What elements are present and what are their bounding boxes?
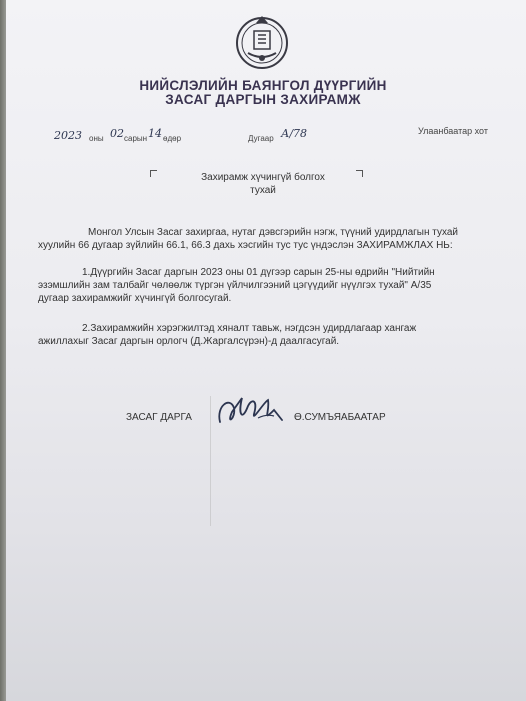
para2-line: дугаар захирамжийг хүчингүй болгосугай. (38, 293, 232, 304)
para2-line: 1.Дүүргийн Засаг даргын 2023 оны 01 дүгээр сарын 25-ны өдрийн "Нийтийн (82, 267, 435, 278)
decree-number: А/78 (281, 127, 308, 140)
signatory-title: ЗАСАГ ДАРГА (126, 412, 192, 423)
para2-line: эзэмшлийн зам талбайг чөлөөлж түргэн үйлчилгээний цэгүүдийг нүүлгэх тухай" А/35 (38, 280, 432, 291)
para3-line: ажиллахыг Засаг даргын орлогч (Д.Жаргалсүрэн)-д даалгасугай. (38, 336, 340, 347)
decree-number-label: Дугаар (248, 134, 274, 143)
para1-line: хуулийн 66 дугаар зүйлийн 66.1, 66.3 дахь хэсгийн тус тус үндэслэн ЗАХИРАМЖЛАХ НЬ: (38, 240, 453, 251)
body-paragraph-basis (38, 226, 462, 252)
decree-title-line2: тухай (250, 185, 276, 196)
para3-line: 2.Захирамжийн хэрэгжилтэд хяналт тавьж, нэгдсэн удирдлагаар хангаж (82, 323, 417, 334)
org-title-line2: ЗАСАГ ДАРГЫН ЗАХИРАМЖ (165, 92, 361, 107)
para1-line: Монгол Улсын Засаг захиргаа, нутаг дэвсгэрийн нэгж, түүний удирдлагын тухай (88, 227, 459, 238)
date-year: 2023 (54, 129, 82, 142)
state-emblem-icon (234, 13, 290, 71)
decree-title-line1: Захирамж хүчингүй болгох (201, 172, 325, 183)
date-year-suffix: оны (89, 134, 104, 143)
body-paragraph-item2 (38, 322, 462, 348)
date-month: 02 (110, 127, 124, 140)
signatory-name: Ө.СУМЪЯАБААТАР (294, 412, 386, 423)
body-paragraph-item1 (38, 266, 462, 305)
org-title-line1: НИЙСЛЭЛИЙН БАЯНГОЛ ДҮҮРГИЙН (139, 78, 387, 93)
date-day: 14 (148, 127, 162, 140)
city-label: Улаанбаатар хот (418, 126, 488, 136)
date-day-suffix: өдөр (163, 134, 182, 143)
date-month-suffix: сарын (124, 134, 148, 143)
handwritten-signature (212, 392, 292, 432)
